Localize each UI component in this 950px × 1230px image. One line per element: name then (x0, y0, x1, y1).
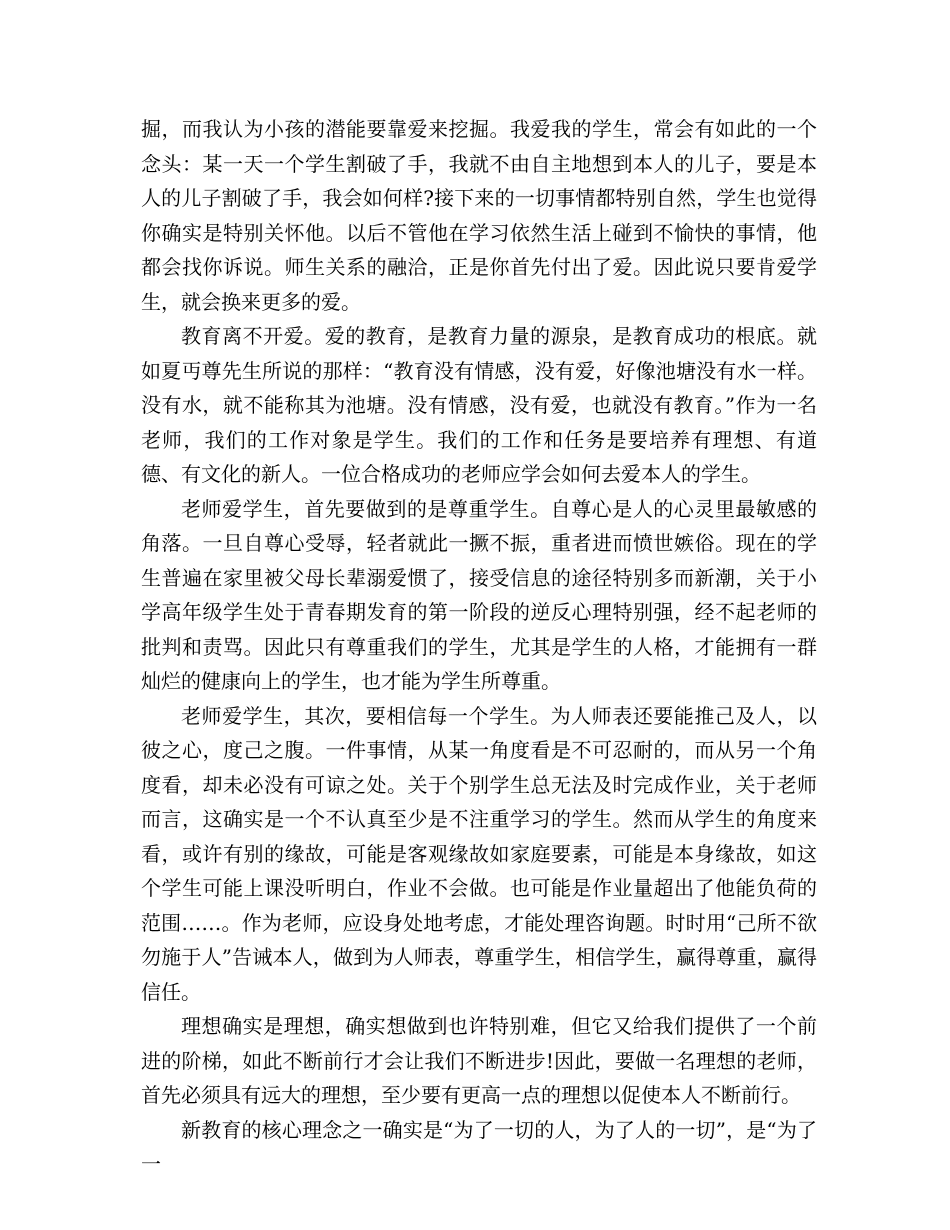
paragraph-love-in-education: 教育离不开爱。爱的教育，是教育力量的源泉，是教育成功的根底。就如夏丏尊先生所说的那样：“教育没有情感，没有爱，好像池塘没有水一样。没有水，就不能称其为池塘。没有情感，没有爱，也就没有教育。”作为一名老师，我们的工作对象是学生。我们的工作和任务是要培养有理想、有道德、有文化的新人。一位合格成功的老师应学会如何去爱本人的学生。 (141, 324, 817, 486)
paragraph-continued: 掘，而我认为小孩的潜能要靠爱来挖掘。我爱我的学生，常会有如此的一个念头：某一天一个学生割破了手，我就不由自主地想到本人的儿子，要是本人的儿子割破了手，我会如何样?接下来的一切事情都特别自然，学生也觉得你确实是特别关怀他。以后不管他在学习依然生活上碰到不愉快的事情，他都会找你诉说。师生关系的融洽，正是你首先付出了爱。因此说只要肯爱学生，就会换来更多的爱。 (141, 117, 817, 314)
paragraph-respect-students: 老师爱学生，首先要做到的是尊重学生。自尊心是人的心灵里最敏感的角落。一旦自尊心受辱，轻者就此一撅不振，重者进而愤世嫉俗。现在的学生普遍在家里被父母长辈溺爱惯了，接受信息的途径特别多而新潮，关于小学高年级学生处于青春期发育的第一阶段的逆反心理特别强，经不起老师的批判和责骂。因此只有尊重我们的学生，尤其是学生的人格，才能拥有一群灿烂的健康向上的学生，也才能为学生所尊重。 (141, 496, 817, 693)
paragraph-trust-students: 老师爱学生，其次，要相信每一个学生。为人师表还要能推己及人，以彼之心，度己之腹。一件事情，从某一角度看是不可忍耐的，而从另一个角度看，却未必没有可谅之处。关于个别学生总无法及时完成作业，关于老师而言，这确实是一个不认真至少是不注重学习的学生。然而从学生的角度来看，或许有别的缘故，可能是客观缘故如家庭要素，可能是本身缘故，如这个学生可能上课没听明白，作业不会做。也可能是作业量超出了他能负荷的范围……。作为老师，应设身处地考虑，才能处理咨询题。时时用“己所不欲勿施于人”告诫本人，做到为人师表，尊重学生，相信学生，赢得尊重，赢得信任。 (141, 703, 817, 1004)
paragraph-new-education: 新教育的核心理念之一确实是“为了一切的人，为了人的一切”，是“为了一 (141, 1117, 817, 1176)
paragraph-ideals: 理想确实是理想，确实想做到也许特别难，但它又给我们提供了一个前进的阶梯，如此不断前行才会让我们不断进步!因此，要做一名理想的老师，首先必须具有远大的理想，至少要有更高一点的理想以促使本人不断前行。 (141, 1014, 817, 1107)
document-body (141, 112, 817, 1182)
